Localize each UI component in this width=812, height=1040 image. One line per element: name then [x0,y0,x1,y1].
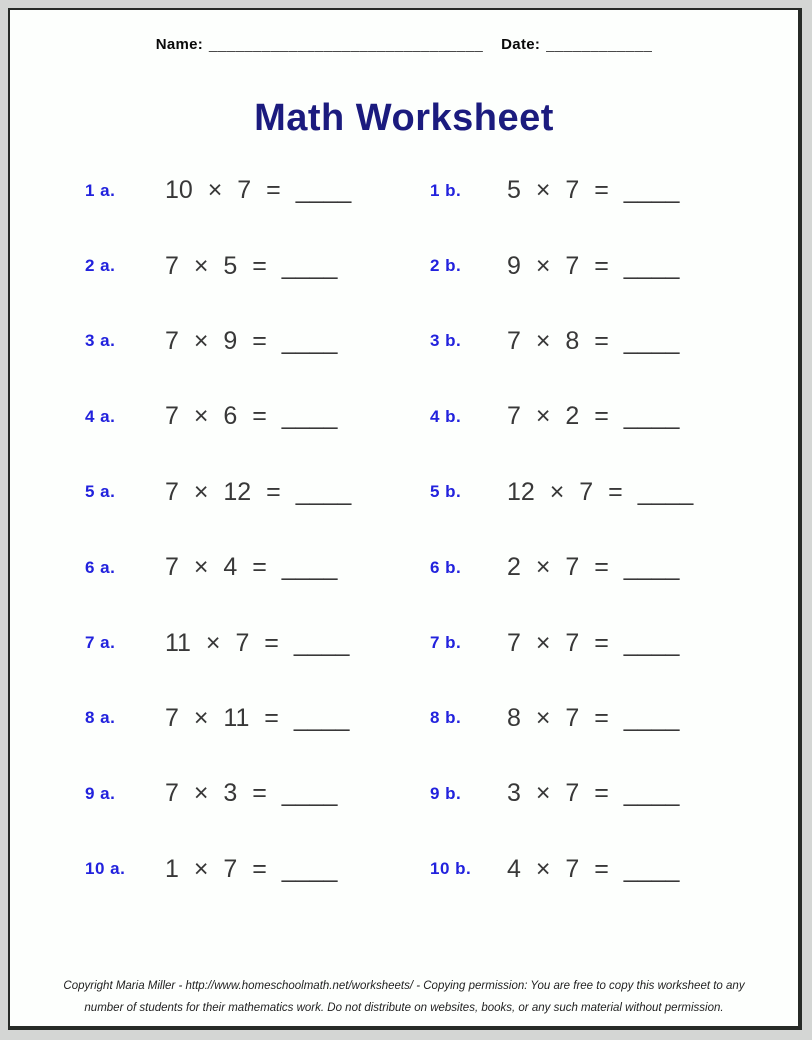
problem-number-3a: 3 a. [85,331,116,351]
problem-expression-6b: 2 × 7 = ____ [507,553,680,582]
problem-expression-1b: 5 × 7 = ____ [507,176,680,205]
problem-expression-8a: 7 × 11 = ____ [165,703,350,732]
problem-row-1 [10,153,798,228]
name-date-row [10,36,798,53]
problem-number-10a: 10 a. [85,859,126,879]
problem-row-8 [10,681,798,756]
problem-number-8a: 8 a. [85,708,116,728]
problem-row-5 [10,455,798,530]
problem-number-2b: 2 b. [430,256,462,276]
problem-expression-9a: 7 × 3 = ____ [165,779,338,808]
problem-number-4b: 4 b. [430,406,462,426]
problem-expression-2a: 7 × 5 = ____ [165,251,338,280]
date-label: Date: [501,36,541,53]
problem-expression-4b: 7 × 2 = ____ [507,402,680,431]
name-label: Name: [155,36,204,53]
problem-number-5a: 5 a. [85,482,116,502]
problem-number-7a: 7 a. [85,633,116,653]
problem-expression-10b: 4 × 7 = ____ [507,854,680,883]
problem-row-2 [10,228,798,303]
problem-expression-10a: 1 × 7 = ____ [165,854,338,883]
problem-number-4a: 4 a. [85,406,116,426]
problem-expression-5b: 12 × 7 = ____ [507,477,694,506]
date-blank-line: ____________ [546,36,653,53]
problem-number-10b: 10 b. [430,859,472,879]
problem-expression-7a: 11 × 7 = ____ [165,628,350,657]
worksheet-title: Math Worksheet [254,97,554,139]
problem-row-4 [10,379,798,454]
problem-row-3 [10,304,798,379]
problem-number-1b: 1 b. [430,180,462,200]
problems-grid [10,153,798,907]
problem-expression-1a: 10 × 7 = ____ [165,176,352,205]
problem-expression-5a: 7 × 12 = ____ [165,477,352,506]
worksheet-page [8,8,802,1030]
copyright-footer [10,975,798,1019]
problem-expression-8b: 8 × 7 = ____ [507,703,680,732]
problem-number-3b: 3 b. [430,331,462,351]
problem-expression-9b: 3 × 7 = ____ [507,779,680,808]
problem-number-9a: 9 a. [85,783,116,803]
name-blank-line: _______________________________ [209,36,484,53]
problem-number-9b: 9 b. [430,783,462,803]
problem-row-6 [10,530,798,605]
problem-expression-2b: 9 × 7 = ____ [507,251,680,280]
problem-number-2a: 2 a. [85,256,116,276]
problem-number-7b: 7 b. [430,633,462,653]
problem-number-1a: 1 a. [85,180,116,200]
problem-row-9 [10,756,798,831]
problem-row-7 [10,605,798,680]
problem-expression-7b: 7 × 7 = ____ [507,628,680,657]
problem-expression-4a: 7 × 6 = ____ [165,402,338,431]
problem-expression-6a: 7 × 4 = ____ [165,553,338,582]
copyright-line-2: number of students for their mathematics work. Do not distribute on websites, books, or any such material without permission. [84,1002,724,1014]
problem-number-8b: 8 b. [430,708,462,728]
problem-number-6b: 6 b. [430,557,462,577]
problem-number-6a: 6 a. [85,557,116,577]
problem-expression-3a: 7 × 9 = ____ [165,326,338,355]
copyright-line-1: Copyright Maria Miller - http://www.homeschoolmath.net/worksheets/ - Copying permission: You are free to copy this worksheet to any [63,980,745,992]
problem-row-10 [10,832,798,907]
problem-expression-3b: 7 × 8 = ____ [507,326,680,355]
problem-number-5b: 5 b. [430,482,462,502]
